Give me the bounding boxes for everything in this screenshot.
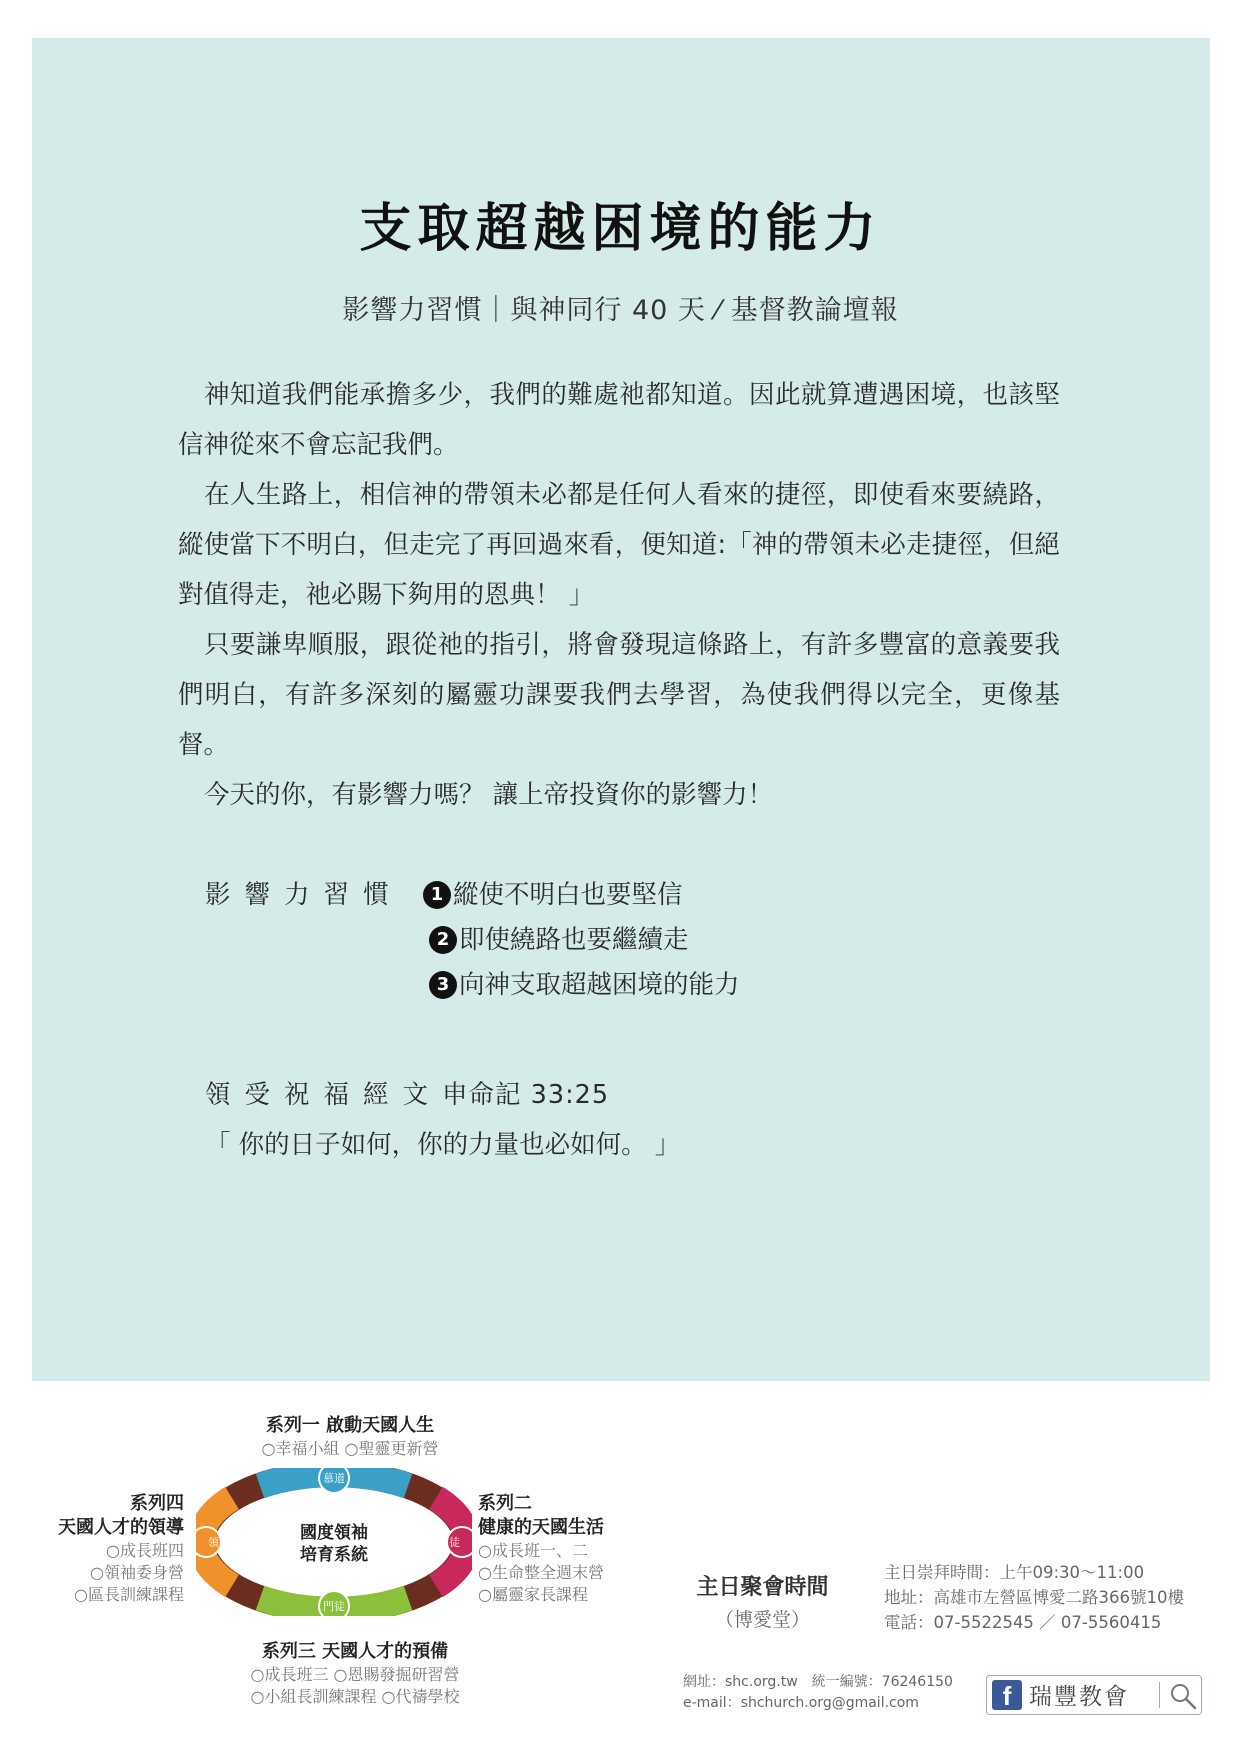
address: 地址：高雄市左營區博愛二路366號10樓 — [884, 1588, 1184, 1607]
blessing-verse — [205, 1070, 680, 1170]
meeting-title: 主日聚會時間 — [696, 1575, 829, 1600]
email: e-mail：shchurch.org@gmail.com — [683, 1695, 919, 1711]
number-badge: 2 — [429, 926, 457, 954]
habit-text: 即使繞路也要繼續走 — [459, 925, 689, 955]
facebook-search-box[interactable] — [986, 1675, 1202, 1715]
series-title: 系列一 啟動天國人生 — [265, 1415, 435, 1436]
series-title: 系列三 天國人才的預備 — [261, 1641, 449, 1662]
service-time-block — [690, 1570, 835, 1632]
series-title: 系列二 — [478, 1493, 532, 1514]
habit-text: 向神支取超越困境的能力 — [459, 970, 740, 1000]
node-label: 信徒 — [438, 1536, 460, 1549]
series-item: ○領袖委身營 — [90, 1563, 184, 1582]
website: 網址：shc.org.tw 統一編號：76246150 — [683, 1674, 953, 1690]
verse-label: 領受祝福經文 — [205, 1080, 443, 1110]
divider — [1159, 1682, 1160, 1708]
diagram-center-label: 國度領袖 — [300, 1523, 368, 1543]
paragraph: 今天的你，有影響力嗎？ 讓上帝投資你的影響力！ — [204, 780, 774, 810]
phone: 電話：07-5522545 ／ 07-5560415 — [884, 1613, 1162, 1632]
series-item: ○成長班四 — [106, 1541, 184, 1560]
node-label: 領袖 — [208, 1536, 230, 1549]
habits-label: 影響力習慣 — [205, 880, 403, 910]
node-label: 慕道 — [323, 1472, 345, 1485]
article-body — [178, 370, 1060, 820]
number-badge: 1 — [423, 881, 451, 909]
habit-item — [429, 960, 740, 1010]
meeting-place: （博愛堂） — [714, 1609, 810, 1631]
series-title: 系列四 — [130, 1493, 184, 1514]
series-one — [200, 1414, 500, 1460]
series-item: ○成長班一、二 — [478, 1541, 588, 1560]
series-items: ○幸福小組 ○聖靈更新營 — [261, 1439, 439, 1458]
leadership-cycle-diagram — [196, 1468, 472, 1616]
facebook-icon: f — [992, 1680, 1022, 1710]
series-item: ○生命整全週末營 — [478, 1563, 604, 1582]
series-title: 健康的天國生活 — [478, 1517, 604, 1538]
search-icon[interactable] — [1168, 1681, 1198, 1711]
habit-item — [429, 915, 689, 965]
series-item: ○屬靈家長課程 — [478, 1585, 588, 1604]
diagram-center-label: 培育系統 — [300, 1545, 368, 1565]
series-item: ○區長訓練課程 — [74, 1585, 184, 1604]
article-title: 支取超越困境的能力 — [359, 199, 882, 259]
web-contact — [683, 1672, 953, 1714]
verse-text: 「 你的日子如何，你的力量也必如何。 」 — [205, 1130, 681, 1160]
series-two — [478, 1492, 604, 1606]
series-title: 天國人才的領導 — [58, 1517, 184, 1538]
article-subtitle: 影響力習慣｜與神同行 40 天 ⁄ 基督教論壇報 — [342, 295, 899, 326]
number-badge: 3 — [429, 971, 457, 999]
habit-item — [423, 870, 683, 920]
paragraph: 在人生路上，相信神的帶領未必都是任何人看來的捷徑，即使看來要繞路，縱使當下不明白，但走完了再回過來看，便知道:「神的帶領未必走捷徑，但絕對值得走，祂必賜下夠用的恩典！ 」 — [178, 480, 1060, 610]
church-info — [884, 1560, 1184, 1635]
series-four — [28, 1492, 184, 1606]
series-three — [205, 1640, 505, 1708]
series-items: ○成長班三 ○恩賜發掘研習營 — [250, 1665, 460, 1684]
series-items: ○小組長訓練課程 ○代禱學校 — [250, 1687, 460, 1706]
facebook-page-name: 瑞豐教會 — [1029, 1684, 1129, 1710]
paragraph: 神知道我們能承擔多少，我們的難處祂都知道。因此就算遭遇困境，也該堅信神從來不會忘記我們。 — [178, 380, 1060, 460]
habit-text: 縱使不明白也要堅信 — [453, 880, 683, 910]
node-label: 門徒 — [323, 1600, 345, 1613]
paragraph: 只要謙卑順服，跟從祂的指引，將會發現這條路上，有許多豐富的意義要我們明白，有許多深刻的屬靈功課要我們去學習，為使我們得以完全，更像基督。 — [178, 630, 1060, 760]
verse-reference: 申命記 33:25 — [442, 1080, 610, 1110]
service-time: 主日崇拜時間：上午09:30～11:00 — [884, 1563, 1145, 1582]
